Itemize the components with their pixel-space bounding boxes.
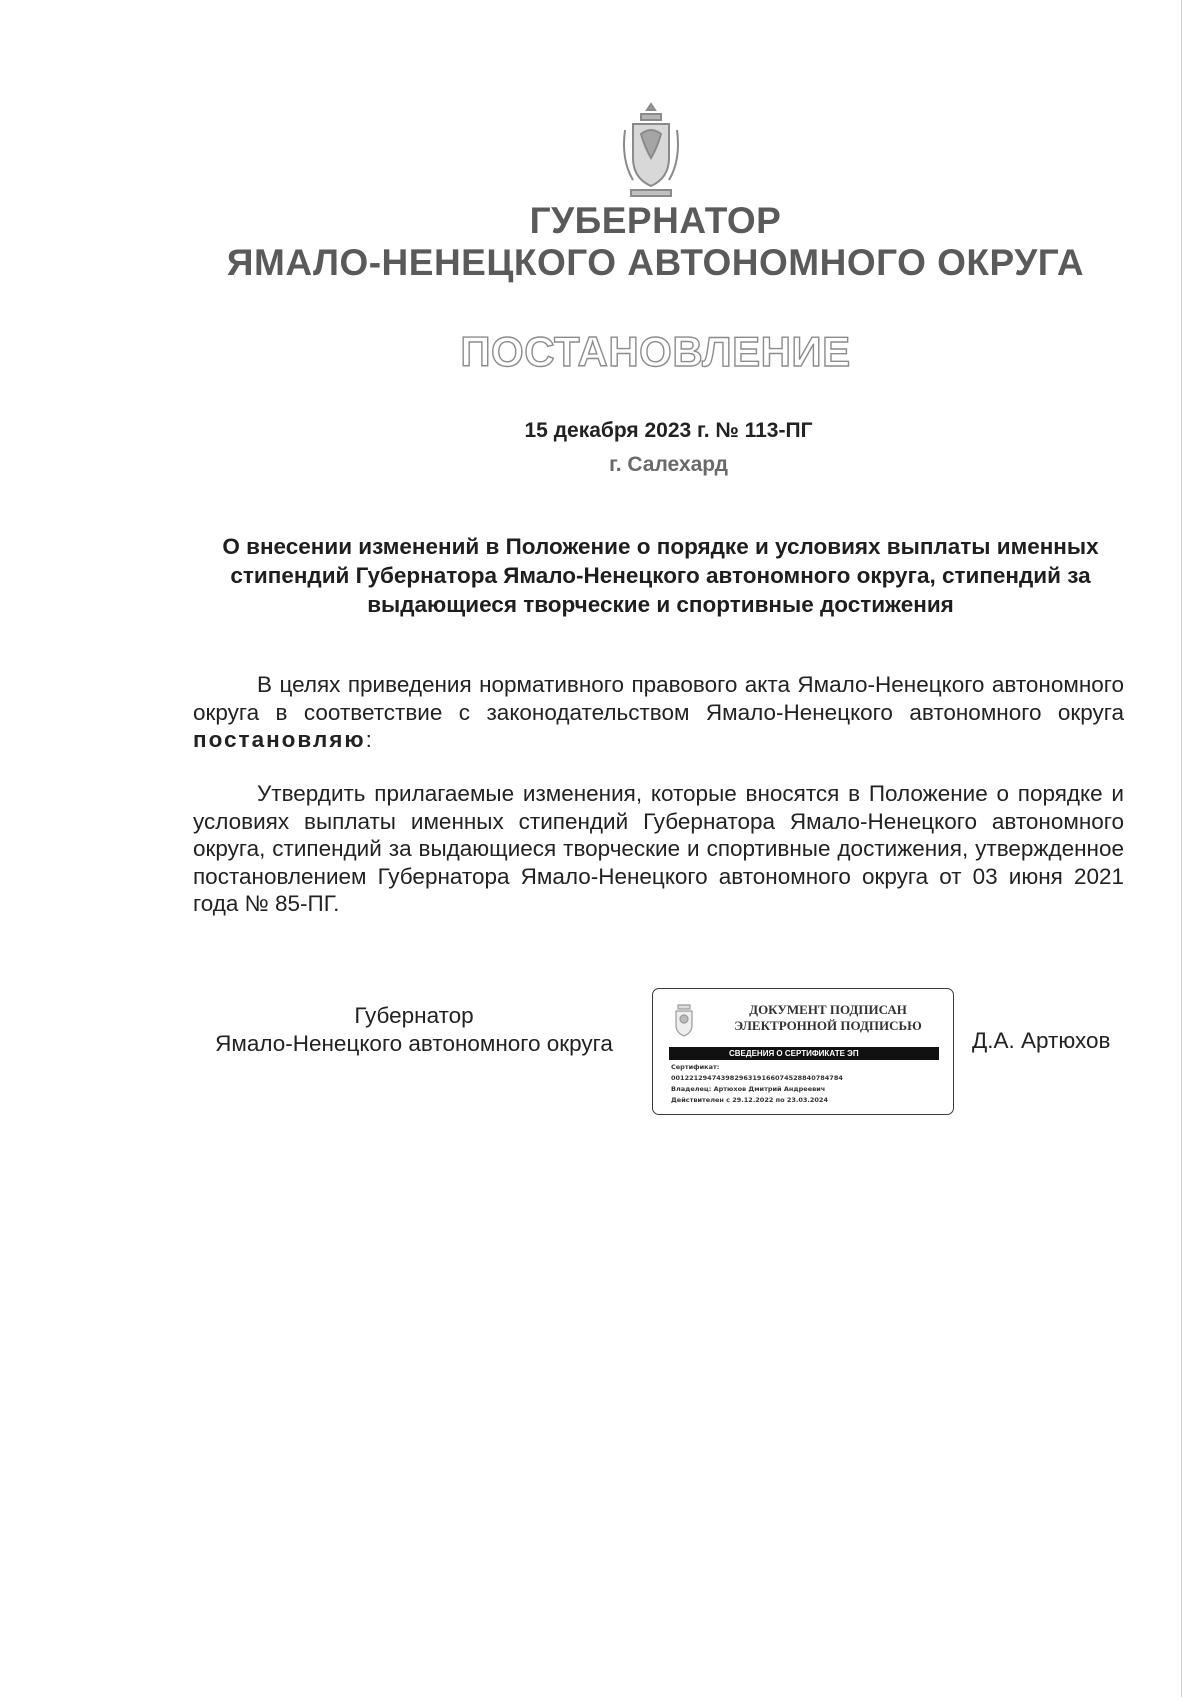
electronic-signature-stamp bbox=[652, 988, 954, 1115]
org-title-line2: ЯМАЛО-НЕНЕЦКОГО АВТОНОМНОГО ОКРУГА bbox=[226, 242, 1085, 283]
stamp-owner: Владелец: Артюхов Дмитрий Андреевич bbox=[671, 1085, 826, 1093]
stamp-cert-label: Сертификат: bbox=[671, 1063, 720, 1071]
org-title-line1: ГУБЕРНАТОР bbox=[529, 200, 782, 241]
stamp-bar-text: СВЕДЕНИЯ О СЕРТИФИКАТЕ ЭП bbox=[729, 1049, 859, 1058]
decree-word: постановляю bbox=[193, 727, 366, 752]
paragraph-2: Утвердить прилагаемые изменения, которые вносятся в Положение о порядке и условиях выплаты именных стипендий Губернатора Ямало-Ненецкого автономного округа, стипендий за выдающиеся творческие и спортивные достижения, утвержденное постановлением Губернатора Ямало-Ненецкого автономного округа от 03 июня 2021 года № 85-ПГ. bbox=[193, 781, 1124, 916]
stamp-title bbox=[713, 1002, 943, 1034]
signer-name: Д.А. Артюхов bbox=[972, 1028, 1111, 1053]
stamp-title-line2: ЭЛЕКТРОННОЙ ПОДПИСЬЮ bbox=[734, 1018, 922, 1033]
document-subject: О внесении изменений в Положение о порядке и условиях выплаты именных стипендий Губернатора Ямало-Ненецкого автономного округа, стипендий за выдающиеся творческие и спортивные достижения bbox=[222, 534, 1099, 617]
signer-post bbox=[184, 1002, 644, 1058]
city: г. Салехард bbox=[609, 453, 728, 476]
stamp-cert-number: 00122129474398296319166074528840784784 bbox=[671, 1074, 843, 1082]
paragraph-1 bbox=[193, 671, 1124, 754]
stamp-validity: Действителен с 29.12.2022 по 23.03.2024 bbox=[671, 1096, 828, 1104]
date-number: 15 декабря 2023 г. № 113-ПГ bbox=[524, 419, 813, 442]
stamp-certificate-bar bbox=[669, 1047, 939, 1060]
paragraph-1-text: В целях приведения нормативного правового акта Ямало-Ненецкого автономного округа в соответствие с законодательством Ямало-Ненецкого автономного округа bbox=[193, 672, 1124, 725]
stamp-emblem-icon bbox=[669, 999, 699, 1039]
stamp-title-line1: ДОКУМЕНТ ПОДПИСАН bbox=[749, 1002, 907, 1017]
coat-of-arms-icon bbox=[619, 100, 683, 204]
signer-post-line1: Губернатор bbox=[354, 1003, 474, 1028]
signer-post-line2: Ямало-Ненецкого автономного округа bbox=[215, 1031, 613, 1056]
paragraph-1-end: : bbox=[365, 727, 372, 752]
document-type: ПОСТАНОВЛЕНИЕ bbox=[460, 328, 851, 375]
